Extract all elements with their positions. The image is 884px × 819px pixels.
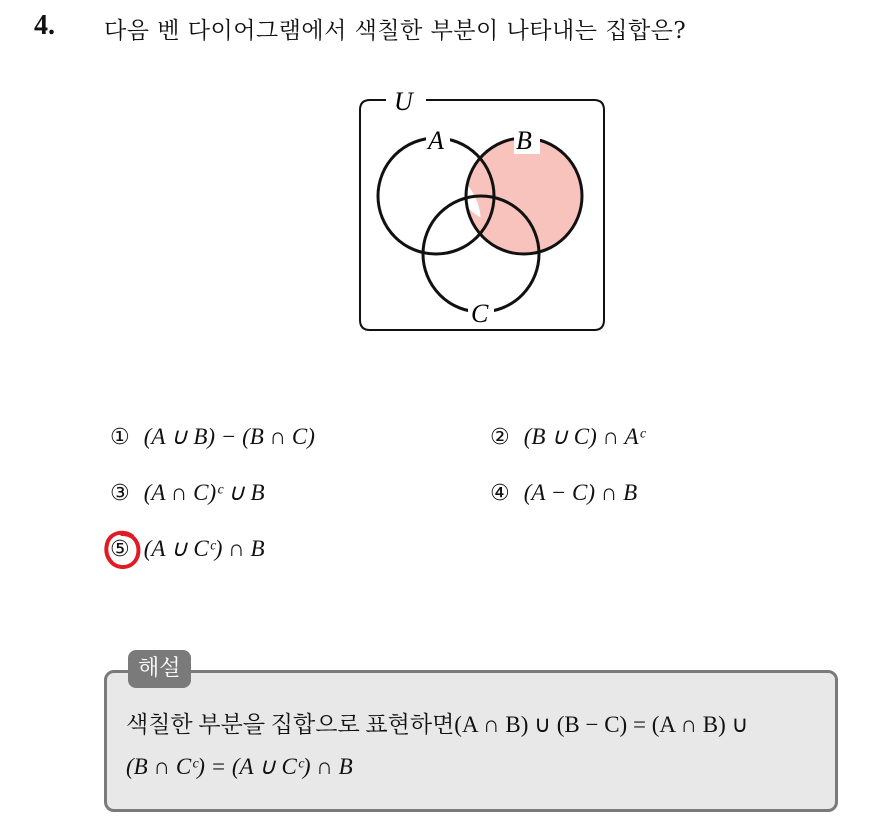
- answer-circle-mark: [102, 528, 142, 572]
- set-a-label: A: [428, 126, 444, 155]
- question-number: 4.: [34, 10, 55, 41]
- choice-mark: ①: [110, 425, 130, 450]
- choice-expression: (B ∪ C) ∩ Aᶜ: [523, 424, 645, 449]
- choice-mark: ⑤: [110, 537, 130, 562]
- choice-1[interactable]: [110, 424, 315, 450]
- choice-expression: (A ∪ B) − (B ∩ C): [143, 424, 315, 449]
- choice-mark: ②: [490, 425, 510, 450]
- choice-2[interactable]: [490, 424, 645, 450]
- choice-mark: ④: [490, 481, 510, 506]
- set-b-label: B: [516, 126, 532, 155]
- venn-diagram: [356, 86, 608, 336]
- choice-4[interactable]: [490, 480, 637, 506]
- choice-expression: (A ∪ Cᶜ) ∩ B: [143, 536, 265, 561]
- set-c-label: C: [471, 299, 489, 328]
- choice-3[interactable]: [110, 480, 265, 506]
- solution-tab: 해설: [128, 650, 191, 688]
- choice-expression: (A − C) ∩ B: [523, 480, 638, 505]
- solution-text: [126, 704, 826, 788]
- question-text: 다음 벤 다이어그램에서 색칠한 부분이 나타내는 집합은?: [104, 18, 687, 44]
- solution-line-2: (B ∩ Cᶜ) = (A ∪ Cᶜ) ∩ B: [126, 754, 353, 779]
- universe-label: U: [394, 87, 413, 116]
- choice-mark: ③: [110, 481, 130, 506]
- choice-expression: (A ∩ C)ᶜ ∪ B: [143, 480, 265, 505]
- solution-line-1: 색칠한 부분을 집합으로 표현하면(A ∩ B) ∪ (B − C) = (A ∩ B) ∪: [126, 712, 749, 737]
